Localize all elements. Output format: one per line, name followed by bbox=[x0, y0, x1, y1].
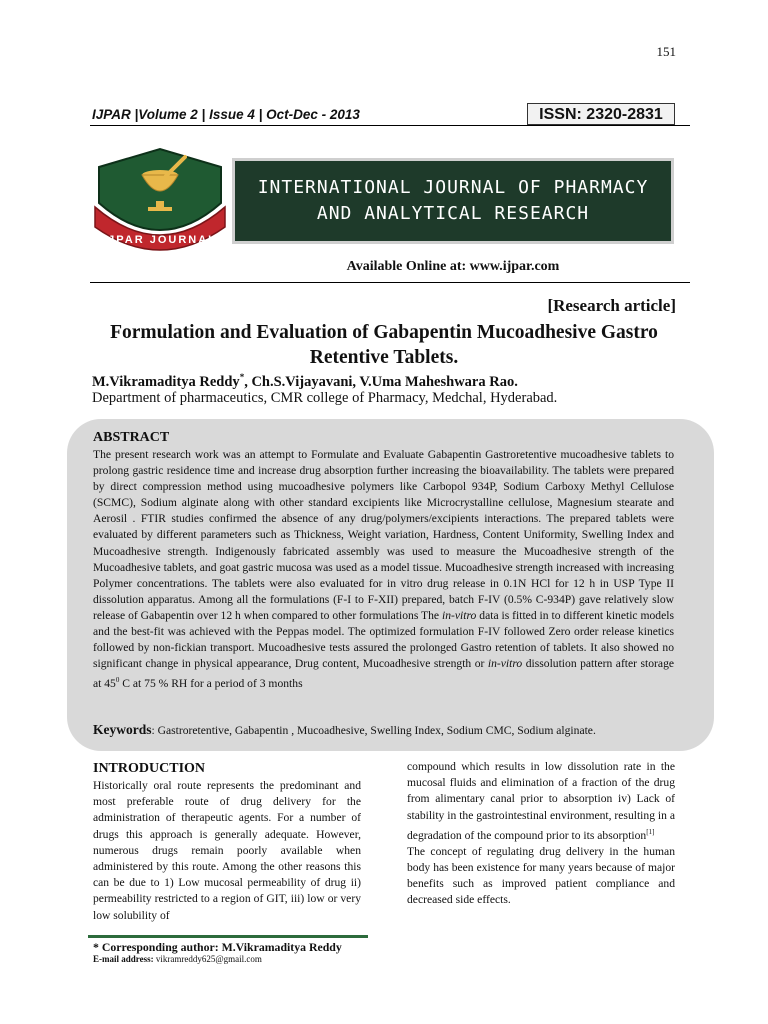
header-divider-bottom bbox=[90, 282, 690, 283]
keywords-line bbox=[93, 722, 693, 738]
journal-issue-line: IJPAR |Volume 2 | Issue 4 | Oct-Dec - 2013 bbox=[92, 107, 360, 122]
abstract-text: The present research work was an attempt to Formulate and Evaluate Gabapentin Gastroretentive mucoadhesive tablets to prolong gastric residence time and increase drug absorption further increasing the bioavailability. The tablets were prepared by direct compression method using mucoadhesive polymers like Carbopol 934P, Sodium Carboxy Methyl Cellulose (SCMC), Sodium alginate along with other standard excipients like Microcrystalline cellulose, Magnesium stearate and Aerosil . FTIR studies confirmed the absence of any drug/polymers/excipients interactions. The prepared tablets were evaluated by different parameters such as Thickness, Weight variation, Hardness, Content Uniformity, Swelling Index and Mucoadhesive strength. Indigenously fabricated assembly was used to measure the Mucoadhesive strength of the Mucoadhesive tablets, and goat gastric mucosa was used as a model tissue. Mucoadhesive strength increased with increasing Polymer concentrations. The tablets were also evaluated for in vitro drug release in 0.1N HCl for 12 h in USP Type II dissolution apparatus. Among all the formulations (F-I to F-XII) prepared, batch F-IV (0.5% C-934P) gave relatively slow release of Gabapentin over 12 h when compared to other formulations The in-vitro data is fitted in to different kinetic models and the best-fit was achieved with the Peppas model. The optimized formulation F-IV followed Zero order release kinetics followed by non-fickian transport. Mucoadhesive tests assured the prolonged Gastro retention of tablets. It also showed no significant change in physical appearance, Drug content, Mucoadhesive strength or in-vitro dissolution pattern after storage at $45^0$ C at 75 % RH for a period of 3 months bbox=[93, 448, 675, 691]
issn-badge: ISSN: 2320-2831 bbox=[527, 103, 675, 125]
corresponding-author-name: M.Vikramaditya Reddy bbox=[92, 373, 240, 390]
journal-logo-emblem bbox=[93, 145, 227, 251]
right-column bbox=[407, 759, 675, 909]
banner-title-line-2: AND ANALYTICAL RESEARCH bbox=[316, 203, 590, 224]
corresponding-author-mark: * bbox=[239, 372, 245, 382]
journal-title-banner bbox=[232, 158, 674, 244]
available-online-text: Available Online at: www.ijpar.com bbox=[346, 259, 560, 274]
left-column bbox=[93, 761, 361, 924]
co-authors: , Ch.S.Vijayavani, V.Uma Maheshwara Rao. bbox=[244, 373, 518, 390]
introduction-paragraph-right: compound which results in low dissolution rate in the mucosal fluids and elimination of a fraction of the drug from alimentary canal prior to absorption iv) Lack of stability in the gastrointestinal environment, resulting in a degradation of the compound prior to its absorption[1] bbox=[407, 760, 675, 842]
email-address[interactable]: vikramreddy625@gmail.com bbox=[153, 954, 262, 964]
article-title: Formulation and Evaluation of Gabapentin Mucoadhesive Gastro Retentive Tablets. bbox=[110, 322, 658, 368]
keywords-label: Keywords bbox=[93, 722, 152, 737]
abstract-heading: ABSTRACT bbox=[93, 430, 170, 445]
author-email bbox=[93, 954, 262, 964]
introduction-paragraph-right-2: The concept of regulating drug delivery in the human body has been existence for many years because of major benefits such as improved patient compliance and decreased side effects. bbox=[407, 844, 675, 907]
introduction-paragraph-left: Historically oral route represents the predominant and most preferable route of drug delivery for the administration of therapeutic agents. For a number of drugs this approach is generally adequate. However, numerous drugs remain poorly available when administered by this route. Among the other reasons this can be due to 1) Low mucosal permeability of drug ii) permeability restricted to a region of GIT, iii) low or very low solubility of bbox=[93, 779, 361, 922]
email-label: E-mail address: bbox=[93, 954, 154, 964]
citation-ref: [1] bbox=[646, 827, 655, 836]
footnote-divider bbox=[88, 935, 368, 938]
corresponding-author-note: * Corresponding author: M.Vikramaditya Reddy bbox=[93, 940, 342, 954]
article-type-label: [Research article] bbox=[547, 296, 676, 315]
banner-title-line-1: INTERNATIONAL JOURNAL OF PHARMACY bbox=[257, 177, 649, 198]
page-number: 151 bbox=[656, 44, 676, 59]
author-affiliation: Department of pharmaceutics, CMR college of Pharmacy, Medchal, Hyderabad. bbox=[92, 390, 558, 406]
keywords-list: : Gastroretentive, Gabapentin , Mucoadhesive, Swelling Index, Sodium CMC, Sodium alginate. bbox=[151, 724, 596, 737]
logo-text: IJPAR JOURNAL bbox=[103, 234, 217, 246]
header-divider-top bbox=[90, 125, 690, 126]
author-list bbox=[92, 372, 518, 391]
introduction-heading: INTRODUCTION bbox=[93, 761, 206, 776]
